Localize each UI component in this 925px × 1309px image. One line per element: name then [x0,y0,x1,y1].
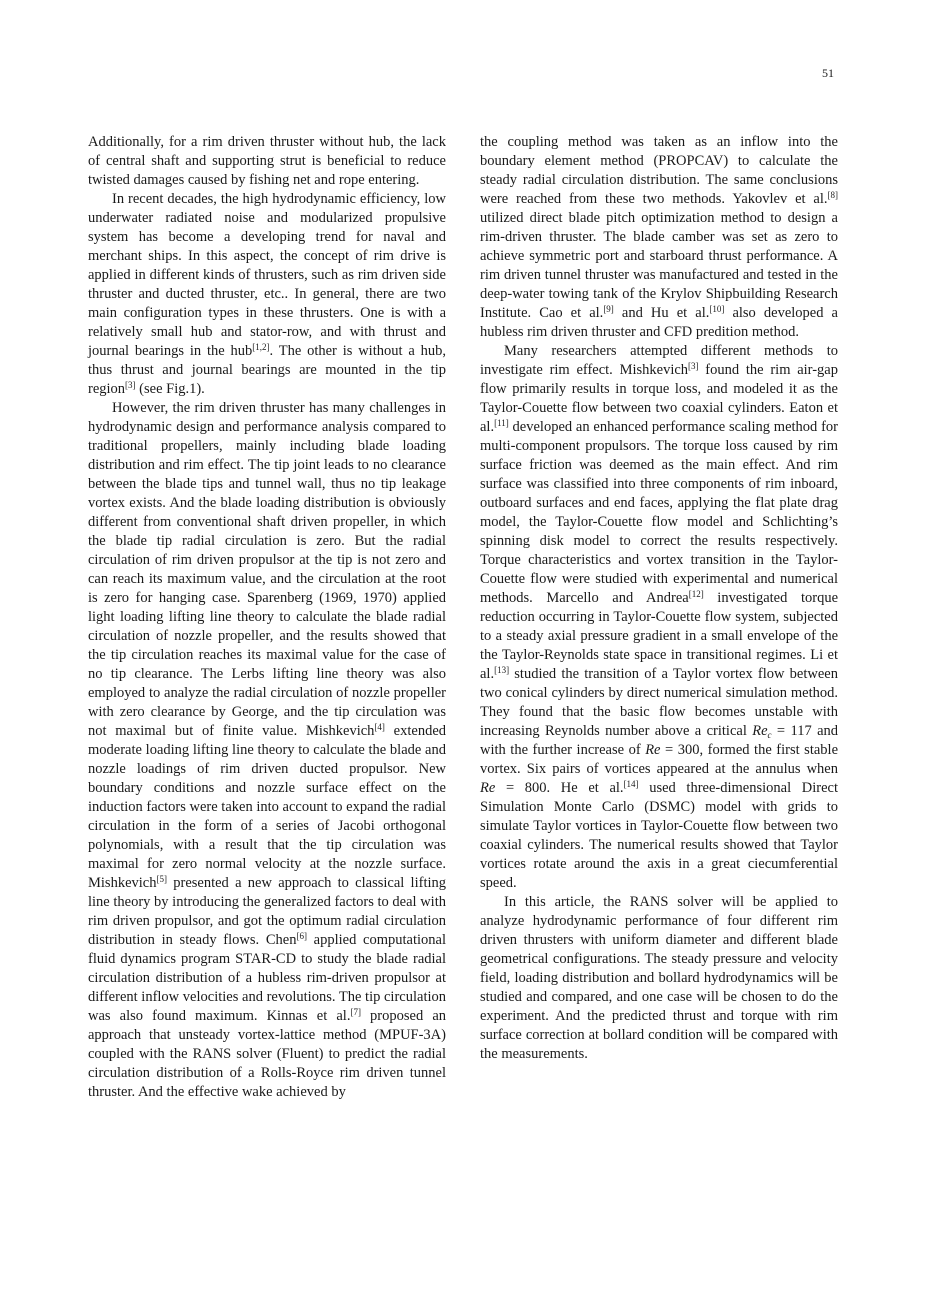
citation: [4] [374,722,385,732]
equation-reynolds-800 [480,780,547,796]
citation: [11] [494,418,509,428]
paragraph-text: utilized direct blade pitch optimization method to design a rim-driven thruster. The blade camber was set as zero to achieve symmetric port and starboard thrust performance. A rim driven tunnel thruster was manufactured and tested in the deep-water towing tank of the Krylov Shipbuilding Research Institute. Cao et al. [480,210,838,321]
paragraph-text: studied the transition of a Taylor vortex flow between two conical cylinders by direct numerical simulation method. They found that the basic flow becomes unstable with increasing Reynolds number above a critical [480,666,838,739]
equation-value: = 300 [660,742,700,758]
equation-value: = 800 [495,780,547,796]
paragraph-text: However, the rim driven thruster has many challenges in hydrodynamic design and performance analysis compared to traditional propellers, mainly including blade loading distribution and rim effect. The tip joint leads to no clearance between the blade tips and tunnel wall, thus no tip leakage vortex exists. And the blade loading distribution is obviously different from conventional shaft driven propeller, in which the blade tip radial circulation is zero. But the radial circulation of rim driven propulsor at the tip is not zero and can reach its maximum value, and the circulation at the root is zero for hanging case. Sparenberg (1969, 1970) applied light loading lifting line theory to calculate the blade radial circulation of nozzle propeller, and the results showed that the tip circulation reaches its maximal value for the case of no tip clearance. The Lerbs lifting line theory was also employed to analyze the radial circulation of nozzle propeller with zero clearance by George, and the tip circulation was not maximal but of finite value. Mishkevich [88,400,446,739]
citation: [7] [350,1007,361,1017]
paragraph-text: extended moderate loading lifting line theory to calculate the blade and nozzle loadings of rim driven ducted propulsor. New boundary conditions and nozzle surface effect on the induction factors were taken into account to expand the radial circulation in the form of a series of Jacobi orthogonal polynomials, with a result that the tip circulation was maximal for zero normal velocity at the nozzle surface. Mishkevich [88,723,446,891]
citation: [6] [296,931,307,941]
citation: [12] [688,589,704,599]
paragraph-challenges [88,399,446,1102]
paragraph-text: presented a new approach to classical lifting line theory by introducing the generalized factors to deal with rim driven propulsor, and got the optimum radial circulation distribution in steady flows. Chen [88,875,446,948]
citation: [14] [623,779,639,789]
equation-critical-reynolds [752,723,811,739]
paragraph-text: proposed an approach that unsteady vortex-lattice method (MPUF-3A) coupled with the RANS solver (Fluent) to predict the radial circulation distribution of a Rolls-Royce rim driven tunnel thruster. And the effective wake achieved by [88,1008,447,1100]
paragraph-text: In this article, the RANS solver will be applied to analyze hydrodynamic performance of four different rim driven thrusters with uniform diameter and different blade geometrical configurations. The steady pressure and velocity field, loading distribution and bollard hydrodynamics will be studied and compared, and one case will be chosen to do the experiment. And the predicted thrust and torque with rim surface correction at bollard condition will be compared with the measurements. [480,894,838,1062]
paragraph-text: Additionally, for a rim driven thruster without hub, the lack of central shaft and supporting strut is beneficial to reduce twisted damages caused by fishing net and rope entering. [88,134,446,188]
citation: [13] [494,665,510,675]
citation: [5] [156,874,167,884]
paragraph-text: developed an enhanced performance scaling method for multi-component propulsors. The torque loss caused by rim surface friction was deemed as the main effect. And rim surface was classified into three components of rim inboard, outboard surfaces and end faces, applying the flat plate drag model, the Taylor-Couette flow model and Schlichting’s spinning disk model to correct the results respectively. Torque characteristics and vortex transition in the Taylor-Couette flow were studied with experimental and numerical methods. Marcello and Andrea [480,419,838,606]
equation-value: = 117 [771,723,812,739]
paragraph-coupling-method [480,133,838,342]
paragraph-this-article [480,893,838,1064]
citation: [1,2] [252,342,270,352]
paragraph-text: . He et al. [546,780,624,796]
citation: [9] [603,304,614,314]
citation: [3] [125,380,136,390]
citation: [10] [709,304,725,314]
citation: [3] [688,361,699,371]
paragraph-text: . The other is without a hub, thus thrust and journal bearings are mounted in the tip region [88,343,446,397]
paragraph-text: applied computational fluid dynamics program STAR-CD to study the blade radial circulation distribution of a hubless rim-driven propulsor at different inflow velocities and revolutions. The tip circulation was also found maximum. Kinnas et al. [88,932,446,1024]
right-column [480,133,838,1064]
paragraph-text: investigated torque reduction occurring in Taylor-Couette flow system, subjected to a steady axial pressure gradient in a small envelope of the the Taylor-Reynolds state space in transitional regimes. Li et al. [480,590,839,682]
paragraph-rim-effect [480,342,838,893]
paragraph-rim-drive-concept [88,190,446,399]
paragraph-text: , formed the first stable vortex. Six pairs of vortices appeared at the annulus when [480,742,839,777]
equation-variable: Re [752,723,768,739]
paragraph-text: used three-dimensional Direct Simulation Monte Carlo (DSMC) model with grids to simulate Taylor vortices in Taylor-Couette flow between two coaxial cylinders. The numerical results showed that Taylor vortices rotate around the axis in a great ciecumferential speed. [480,780,838,891]
equation-reynolds-300 [645,742,699,758]
paragraph-text: found the rim air-gap flow primarily results in torque loss, and modeled it as the Taylor-Couette flow between two coaxial cylinders. Eaton et al. [480,362,838,435]
page-number: 51 [822,66,834,80]
paragraph-text: and with the further increase of [480,723,839,758]
paragraph-text: Many researchers attempted different methods to investigate rim effect. Mishkevich [480,343,838,378]
paragraph-text: the coupling method was taken as an inflow into the boundary element method (PROPCAV) to calculate the steady radial circulation distribution. The same conclusions were reached from these two methods. Yakovlev et al. [480,134,838,207]
paragraph-text: also developed a hubless rim driven thruster and CFD predition method. [480,305,838,340]
paragraph-text: In recent decades, the high hydrodynamic efficiency, low underwater radiated noise and modularized propulsive system has become a developing trend for naval and merchant ships. In this aspect, the concept of rim drive is applied in different kinds of thrusters, such as rim driven side thruster and ducted thruster, etc.. In general, there are two main configuration types in these thrusters. One is with a relatively small hub and stator-row, and with thrust and journal bearings in the hub [88,191,446,359]
paragraph-text: (see Fig.1). [135,381,205,397]
equation-variable: Re [645,742,661,758]
equation-subscript: c [767,730,772,740]
left-column [88,133,446,1102]
paragraph-hub-benefit [88,133,446,190]
citation: [8] [827,190,838,200]
paragraph-text: and Hu et al. [613,305,710,321]
equation-variable: Re [480,780,496,796]
